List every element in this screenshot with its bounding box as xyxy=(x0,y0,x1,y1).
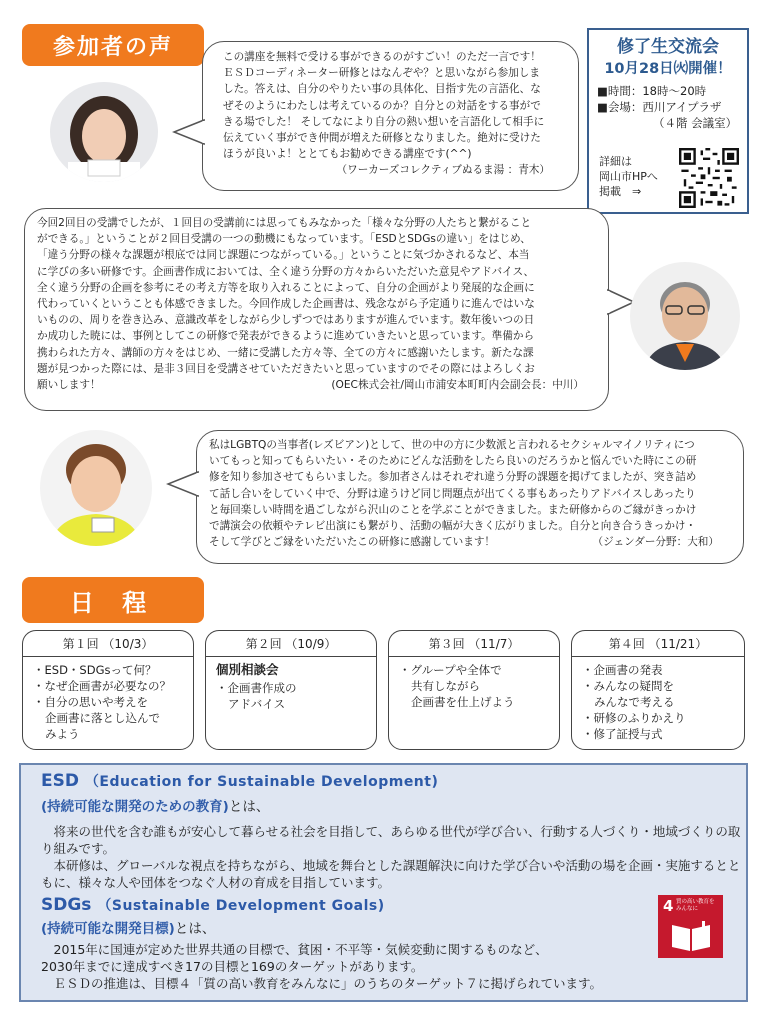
voice-line: と毎回楽しい時間を過ごしながら沢山のことを学ぶことができました。また研修からのご縁がきっかけ xyxy=(209,503,697,516)
session-title: 第２回 （10/9） xyxy=(206,631,376,657)
goal4-number: 4 xyxy=(663,897,674,915)
voice-line: 修を知り参加させてもらいました。参加者さんはそれぞれ違う分野の課題を掲げてましたが、突き詰め xyxy=(209,471,697,484)
book-icon xyxy=(670,921,712,953)
esd-japanese xyxy=(41,795,269,815)
session-item: ・修了証授与式 xyxy=(582,727,663,741)
exchange-venue-sub: （４階 会議室） xyxy=(653,116,738,130)
session-item-bold: 個別相談会 xyxy=(216,662,279,677)
session-title: 第３回 （11/7） xyxy=(389,631,559,657)
sdgs-heading xyxy=(41,895,385,915)
voice-line: いてもっと知ってもらいたい・そのためにどんな活動をしたら良いのだろうかと悩んでいた時にこの研 xyxy=(209,455,697,468)
session-item: 企画書を仕上げよう xyxy=(411,695,515,709)
voice-line: か成功した暁には、事例としてこの研修で発表ができるように進めていきたいと思っています。準備から xyxy=(37,330,535,343)
voice-line: ぜそのようにわたしは考えているのか？自分との対話をする事がで xyxy=(223,99,541,112)
voice-line: で講演会の依頼やテレビ出演にも繋がり、活動の幅が大きく広がりました。自分と向き合うきっかけ・ xyxy=(209,520,697,533)
session-item: ・ESD・SDGsって何？ xyxy=(33,663,157,677)
voice-line: そして学びとご縁をいただいたこの研修に感謝しています！ xyxy=(209,536,496,549)
voice-line: 代わっていくということも体感できました。今回作成した企画書は、残念ながら予定通りに進んではいな xyxy=(37,298,535,311)
voice-line: 私はLGBTQの当事者(レズビアン)として、世の中の方に少数派と言われるセクシャルマイノリティにつ xyxy=(209,439,695,451)
schedule-session-3 xyxy=(388,630,560,750)
voice-line: ができる。」ということが２回目受講の一つの動機にもなっています。「ESDとSDGsの違い」をはじめ、 xyxy=(37,233,531,246)
voice-signature: （ジェンダー分野：大和） xyxy=(592,536,719,549)
voice-line: 題が見つかった際には、是非３回目を受講させていただきたいと思っていますのでその際にはよろしくお xyxy=(37,362,535,375)
avatar-aoki xyxy=(50,82,158,182)
voice-line: この講座を無料で受ける事ができるのがすごい！のただ一言です！ xyxy=(223,51,541,63)
session-item: ・企画書の発表 xyxy=(582,663,663,677)
session-item: ・みんなの疑問を xyxy=(582,679,674,693)
voice-line: 「違う分野の様々な課題が根底では同じ課題につながっている。」ということに気づかされるなど、本当 xyxy=(37,249,530,262)
esd-heading xyxy=(41,771,438,791)
esd-japanese-name: (持続可能な開発のための教育) xyxy=(41,799,229,815)
voice-line: 全く違う分野の企画を参考にその考え方等を取り入れることによって、自分の企画がより発展的な企画に xyxy=(37,281,535,294)
esd-english: （Education for Sustainable Development) xyxy=(84,774,439,790)
exchange-venue: ■会場：西川アイプラザ xyxy=(597,100,722,114)
voice-line: いものの、周りを巻き込み、意識改革をしながら少しずつではありますが進んでいます。数年後いつの日 xyxy=(37,314,535,327)
schedule-session-1 xyxy=(22,630,194,750)
sdg-goal4-icon xyxy=(658,895,723,958)
esd-paragraph-1: 将来の世代を含む誰もが安心して暮らせる社会を目指して、あらゆる世代が学び合い、行動する人づくり・地域づくりの取り組みです。 xyxy=(41,824,741,856)
session-item: ・企画書作成の xyxy=(216,681,297,695)
exchange-detail-line: 岡山市HPへ xyxy=(599,170,658,183)
session-item: ・グループや全体で xyxy=(399,663,502,677)
schedule-heading xyxy=(22,577,204,623)
voice-line: て話し合いをしていく中で、分野は違うけど同じ問題点が出てくる事もあったりアドバイスしあったり xyxy=(209,487,696,500)
voice-line: ほうが良いよ！ととてもお勧めできる講座です(^^) xyxy=(223,148,472,161)
session-title: 第１回 （10/3） xyxy=(23,631,193,657)
avatar-yamato xyxy=(40,430,152,546)
session-item: ・自分の思いや考えを xyxy=(33,695,148,709)
esd-to: とは、 xyxy=(228,799,270,815)
voice-bubble-yamato xyxy=(196,430,744,564)
voices-heading-text: 参加者の声 xyxy=(52,34,173,60)
session-item: 企画書に落とし込んで xyxy=(45,711,160,725)
esd-paragraph-2: 本研修は、グローバルな視点を持ちながら、地域を舞台とした課題解決に向けた学び合いや活動の場を企画・実施するとともに、様々な人や団体をつなぐ人材の育成を目指しています。 xyxy=(41,858,741,890)
voice-line: 伝えていく事ができ仲間が増えた研修となりました。絶対に受けた xyxy=(223,132,541,145)
voice-line: きる場でした！ そしてなにより自分の熱い想いを言語化して相手に xyxy=(223,115,545,128)
voice-line: した。答えは、自分のやりたい事の具体化、目指す先の言語化、な xyxy=(223,83,541,96)
session-item: アドバイス xyxy=(228,697,286,711)
session-item: みんなで考える xyxy=(594,695,675,709)
sdgs-paragraph-2: 2030年までに達成すべき17の目標と169のターゲットがあります。 xyxy=(41,959,424,974)
schedule-session-4 xyxy=(571,630,745,750)
exchange-detail-line: 詳細は xyxy=(599,155,632,168)
sdgs-english: （Sustainable Development Goals) xyxy=(97,898,385,914)
session-item: ・なぜ企画書が必要なの？ xyxy=(33,679,171,693)
bubble-tail xyxy=(166,470,200,500)
sdgs-paragraph-3: ＥＳＤの推進は、目標４「質の高い教育をみんなに」のうちのターゲット７に掲げられています。 xyxy=(41,976,603,991)
session-title: 第４回 （11/21） xyxy=(572,631,744,657)
voice-line: 今回2回目の受講でしたが、１回目の受講前には思ってもみなかった「様々な分野の人たちと繋がること xyxy=(37,217,532,229)
voice-signature: （ワーカーズコレクティブぬるま湯 ：青木） xyxy=(336,164,550,177)
goal4-label: 質の高い教育を みんなに xyxy=(676,899,715,912)
voice-bubble-nakagawa xyxy=(24,208,609,411)
schedule-heading-text: 日 程 xyxy=(69,588,157,617)
esd-acronym: ESD xyxy=(41,771,79,791)
esd-sdgs-box xyxy=(19,763,748,1002)
voice-signature: (OEC株式会社/岡山市浦安本町町内会副会長：中川） xyxy=(331,379,584,392)
session-item: みよう xyxy=(45,727,80,741)
sdgs-acronym: SDGs xyxy=(41,895,92,915)
exchange-detail xyxy=(599,154,658,199)
voice-line: 願いします！ xyxy=(37,379,101,392)
schedule-session-2 xyxy=(205,630,377,750)
bubble-tail xyxy=(172,118,206,148)
alumni-exchange-box xyxy=(587,28,749,214)
voice-bubble-aoki xyxy=(202,41,579,191)
exchange-time: ■時間：18時～20時 xyxy=(597,84,707,98)
exchange-date: 10月28日㈫開催！ xyxy=(604,61,732,77)
avatar-nakagawa xyxy=(630,262,740,370)
voice-line: ＥＳＤコーディネーター研修とはなんぞや？と思いながら参加しま xyxy=(223,67,540,80)
sdgs-japanese-name: (持続可能な開発目標) xyxy=(41,921,175,937)
exchange-detail-line: 掲載 ⇒ xyxy=(599,185,642,198)
voice-line: に学びの多い研修です。企画書作成においては、全く違う分野の方々からいただいた意見やアドバイス、 xyxy=(37,265,535,278)
session-item: ・研修のふりかえり xyxy=(582,711,686,725)
voices-heading xyxy=(22,24,204,66)
session-item: 共有しながら xyxy=(411,679,480,693)
voice-line: 携わられた方々、講師の方々をはじめ、一緒に受講した方々等、全ての方々に感謝いたします。新たな課 xyxy=(37,346,534,359)
sdgs-to: とは、 xyxy=(174,921,216,937)
sdgs-paragraph-1: 2015年に国連が定めた世界共通の目標で、貧困・不平等・気候変動に関するものなど、 xyxy=(41,942,548,957)
sdgs-japanese xyxy=(41,917,215,937)
exchange-title: 修了生交流会 xyxy=(617,37,719,57)
qr-code[interactable] xyxy=(679,148,739,208)
